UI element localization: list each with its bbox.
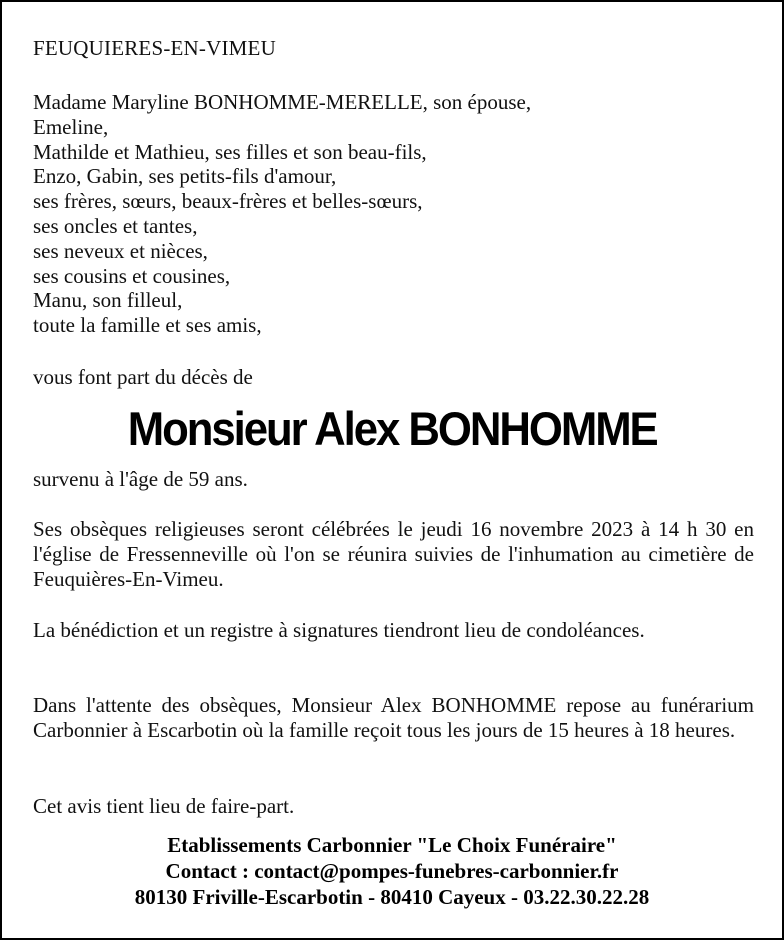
family-line: Emeline, bbox=[33, 114, 109, 139]
funerarium-paragraph: Dans l'attente des obsèques, Monsieur Alex BONHOMME repose au funérarium Carbonnier à Escarbotin où la famille reçoit tous les jours de 15 heures à 18 heures. bbox=[33, 693, 754, 742]
funeral-paragraph: Ses obsèques religieuses seront célébrées le jeudi 16 novembre 2023 à 14 h 30 en l'église de Fressenneville où l'on se réunira suivies de l'inhumation au cimetière de Feuquières-En-Vimeu. bbox=[33, 517, 754, 591]
funeral-home-name: Etablissements Carbonnier "Le Choix Funéraire" bbox=[167, 833, 617, 857]
funeral-home-footer bbox=[2, 832, 782, 910]
family-line: ses frères, sœurs, beaux-frères et belles-sœurs, bbox=[33, 189, 423, 214]
funeral-home-contact: Contact : contact@pompes-funebres-carbonnier.fr bbox=[165, 859, 619, 883]
announcement-text: vous font part du décès de bbox=[33, 365, 253, 389]
family-line: ses cousins et cousines, bbox=[33, 263, 231, 288]
faire-part-paragraph: Cet avis tient lieu de faire-part. bbox=[33, 794, 295, 818]
family-line: ses neveux et nièces, bbox=[33, 238, 208, 263]
family-line: ses oncles et tantes, bbox=[33, 213, 198, 238]
age-paragraph: survenu à l'âge de 59 ans. bbox=[33, 467, 248, 491]
deceased-name: Monsieur Alex BONHOMME bbox=[127, 402, 657, 455]
family-line: Enzo, Gabin, ses petits-fils d'amour, bbox=[33, 164, 337, 189]
family-line: Madame Maryline BONHOMME-MERELLE, son épouse, bbox=[33, 90, 532, 114]
family-line: Mathilde et Mathieu, ses filles et son beau-fils, bbox=[33, 139, 427, 164]
family-line: toute la famille et ses amis, bbox=[33, 313, 262, 338]
family-list bbox=[33, 90, 753, 338]
funeral-home-address: 80130 Friville-Escarbotin - 80410 Cayeux - 03.22.30.22.28 bbox=[134, 885, 650, 909]
town-heading: FEUQUIERES-EN-VIMEU bbox=[33, 36, 276, 60]
blessing-paragraph: La bénédiction et un registre à signatures tiendront lieu de condoléances. bbox=[33, 618, 645, 642]
family-line: Manu, son filleul, bbox=[33, 288, 183, 313]
